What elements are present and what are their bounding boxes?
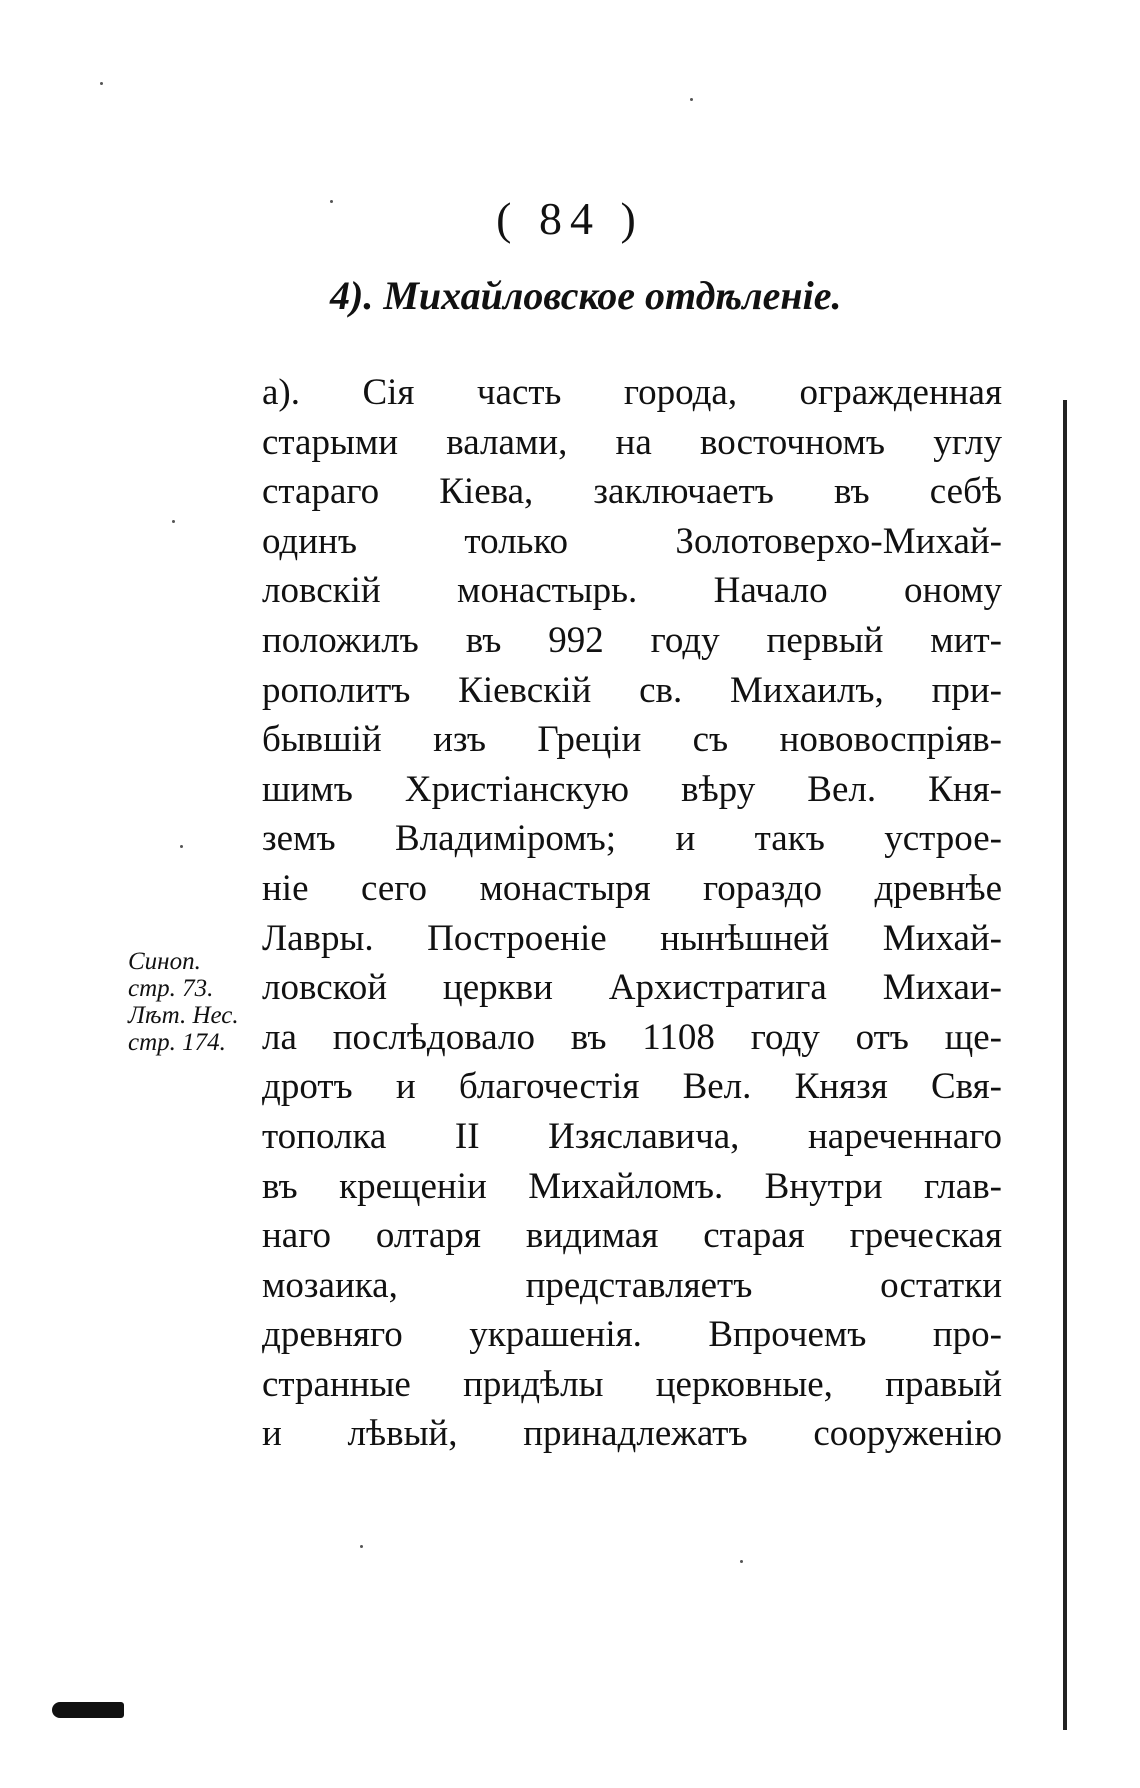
text-line: ловскій монастырь. Начало оному <box>262 570 1002 612</box>
text-line: ловской церкви Архистратига Михаи- <box>262 967 1002 1009</box>
text-line: земъ Владиміромъ; и такъ устрое- <box>262 818 1002 860</box>
text-line: дротъ и благочестія Вел. Князя Свя- <box>262 1066 1002 1108</box>
scan-edge-line <box>1063 400 1067 1730</box>
margin-note-line: Лѣт. Нес. <box>128 1002 239 1029</box>
text-line: ла послѣдовало въ 1108 году отъ ще- <box>262 1016 1002 1058</box>
text-line: въ крещеніи Михайломъ. Внутри глав- <box>262 1165 1002 1207</box>
text-line: стараго Кіева, заключаетъ въ себѣ <box>262 471 1002 513</box>
text-line: наго олтаря видимая старая греческая <box>262 1215 1002 1257</box>
page-number: ( 84 ) <box>496 193 644 244</box>
scan-speck <box>100 82 103 85</box>
margin-note <box>128 948 239 1056</box>
margin-note-line: Синоп. <box>128 948 201 975</box>
text-line: ніе сего монастыря гораздо древнѣе <box>262 867 1002 909</box>
text-line: а). Сія часть города, огражденная <box>262 372 1002 413</box>
scan-speck <box>172 520 175 523</box>
margin-note-line: стр. 73. <box>128 975 214 1002</box>
scan-speck <box>690 98 693 101</box>
text-line: Лавры. Построеніе нынѣшней Михай- <box>262 917 1002 959</box>
scan-speck <box>360 1545 363 1548</box>
text-line: рополитъ Кіевскій св. Михаилъ, при- <box>262 669 1002 711</box>
scan-speck <box>740 1560 743 1563</box>
text-line: положилъ въ 992 году первый мит- <box>262 619 1002 661</box>
margin-note-line: стр. 174. <box>128 1029 226 1056</box>
text-line: странные придѣлы церковные, правый <box>262 1363 1002 1405</box>
text-line: старыми валами, на восточномъ углу <box>262 421 1002 463</box>
text-line: мозаика, представляетъ остатки <box>262 1264 1002 1306</box>
body-text <box>262 368 1002 1459</box>
text-line: тополка II Изяславича, нареченнаго <box>262 1115 1002 1157</box>
text-line: древняго украшенія. Впрочемъ про- <box>262 1314 1002 1356</box>
scan-speck <box>330 200 333 203</box>
scan-speck <box>180 845 183 848</box>
section-heading: 4). Михайловское отдѣленіе. <box>330 273 842 318</box>
text-line: одинъ только Золотоверхо-Михай- <box>262 520 1002 562</box>
scan-ink-blot <box>52 1702 124 1718</box>
text-line: и лѣвый, принадлежатъ сооруженію <box>262 1413 1002 1455</box>
text-line: бывшій изъ Греціи съ нововоспріяв- <box>262 719 1002 761</box>
text-line: шимъ Христіанскую вѣру Вел. Кня- <box>262 768 1002 810</box>
